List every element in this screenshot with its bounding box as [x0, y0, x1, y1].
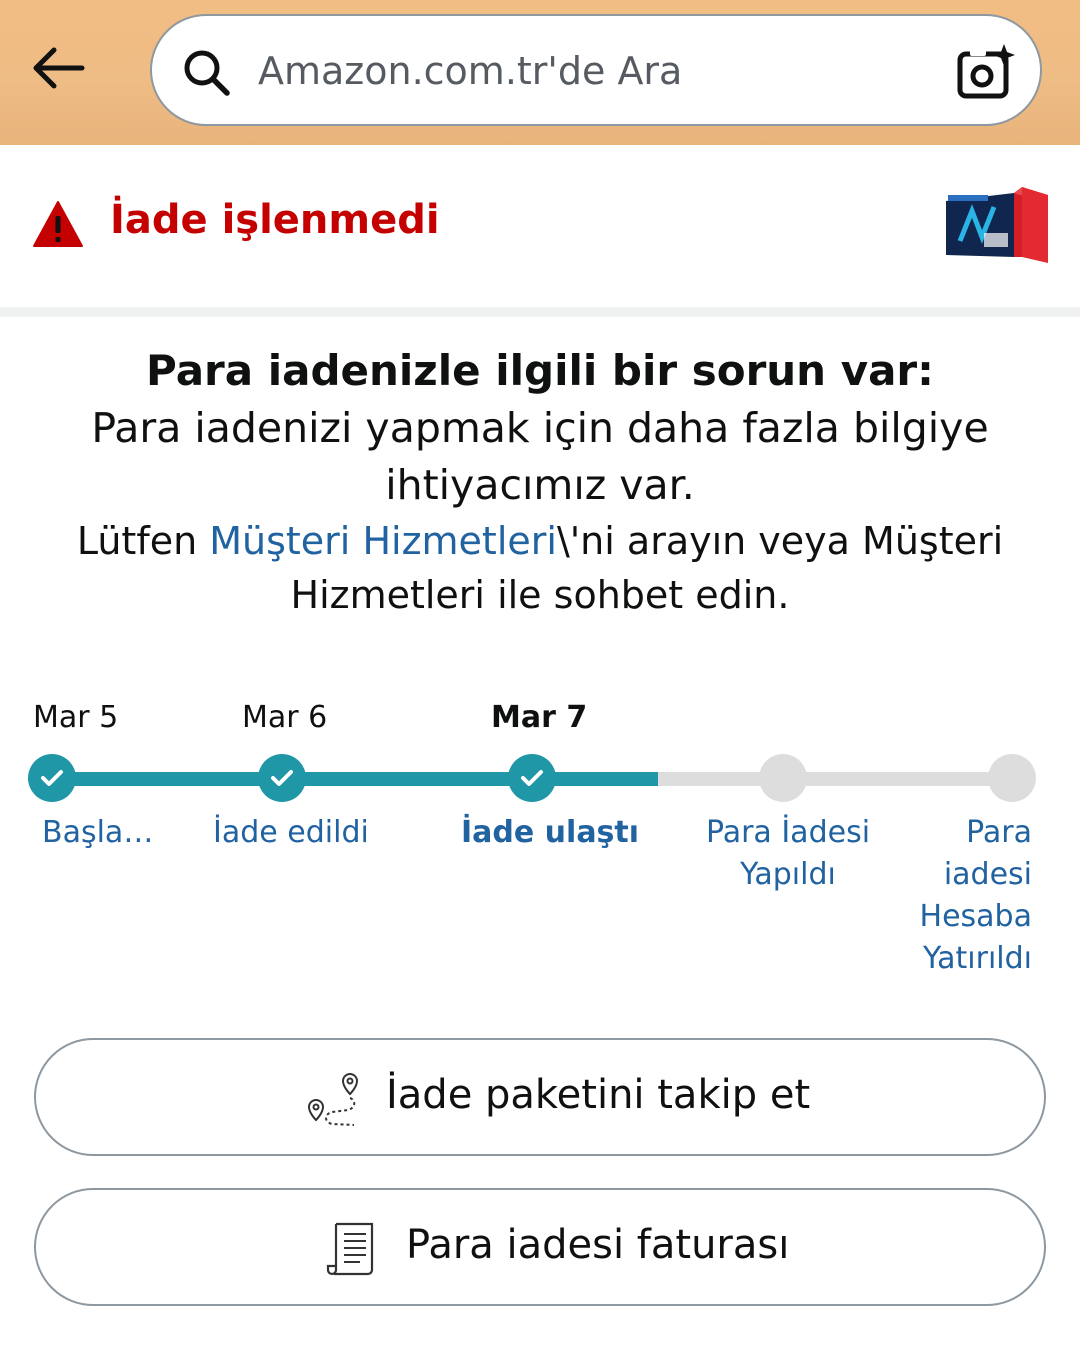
- date-label-current: Mar 7: [491, 700, 588, 735]
- checkmark-icon: [40, 767, 64, 789]
- date-label: Mar 6: [242, 700, 328, 735]
- progress-bar-completed: [52, 772, 658, 786]
- top-header: [0, 0, 1080, 145]
- step-label-started: Başla…: [42, 815, 154, 850]
- track-return-package-label: İade paketini takip et: [386, 1072, 811, 1118]
- search-bar[interactable]: [150, 14, 1042, 126]
- search-icon: [182, 48, 232, 98]
- step-label-return-arrived: İade ulaştı: [461, 815, 640, 850]
- message-heading: Para iadenizle ilgili bir sorun var:: [146, 346, 934, 395]
- step-dot-pending: [988, 754, 1036, 802]
- checkmark-icon: [270, 767, 294, 789]
- step-dot-pending: [759, 754, 807, 802]
- section-divider: [0, 307, 1080, 317]
- return-status-row: [0, 145, 1080, 307]
- step-dot-completed: [28, 754, 76, 802]
- tracker-dates: [0, 700, 1080, 750]
- date-label: Mar 5: [33, 700, 119, 735]
- message-instructions: [60, 514, 1020, 622]
- track-return-package-button[interactable]: [34, 1038, 1046, 1156]
- message-suffix: \'ni arayın veya Müşteri Hizmetleri ile sohbet edin.: [290, 519, 1004, 617]
- step-label-refund-made: Para İadesi Yapıldı: [705, 815, 871, 892]
- camera-sparkle-icon[interactable]: [956, 42, 1018, 102]
- step-label-returned: İade edildi: [213, 815, 369, 850]
- back-button[interactable]: [28, 42, 88, 94]
- progress-bar-pending: [658, 772, 1012, 786]
- return-status-title: İade işlenmedi: [110, 197, 440, 243]
- warning-icon: [32, 200, 84, 248]
- search-input[interactable]: [258, 40, 938, 102]
- product-thumbnail[interactable]: [940, 187, 1050, 265]
- receipt-icon: [326, 1220, 382, 1278]
- step-dot-current: [508, 754, 556, 802]
- checkmark-icon: [520, 767, 544, 789]
- step-dot-completed: [258, 754, 306, 802]
- message-prefix: Lütfen: [76, 519, 210, 563]
- back-arrow-icon: [28, 42, 88, 94]
- message-body: Para iadenizi yapmak için daha fazla bilgiye ihtiyacımız var.: [91, 404, 989, 509]
- step-label-refund-deposited: Para iadesi Hesaba Yatırıldı: [919, 815, 1032, 976]
- refund-invoice-label: Para iadesi faturası: [406, 1222, 790, 1268]
- route-map-pin-icon: [306, 1070, 364, 1130]
- refund-invoice-button[interactable]: [34, 1188, 1046, 1306]
- refund-issue-message: [60, 342, 1020, 622]
- customer-service-link[interactable]: Müşteri Hizmetleri: [209, 519, 557, 563]
